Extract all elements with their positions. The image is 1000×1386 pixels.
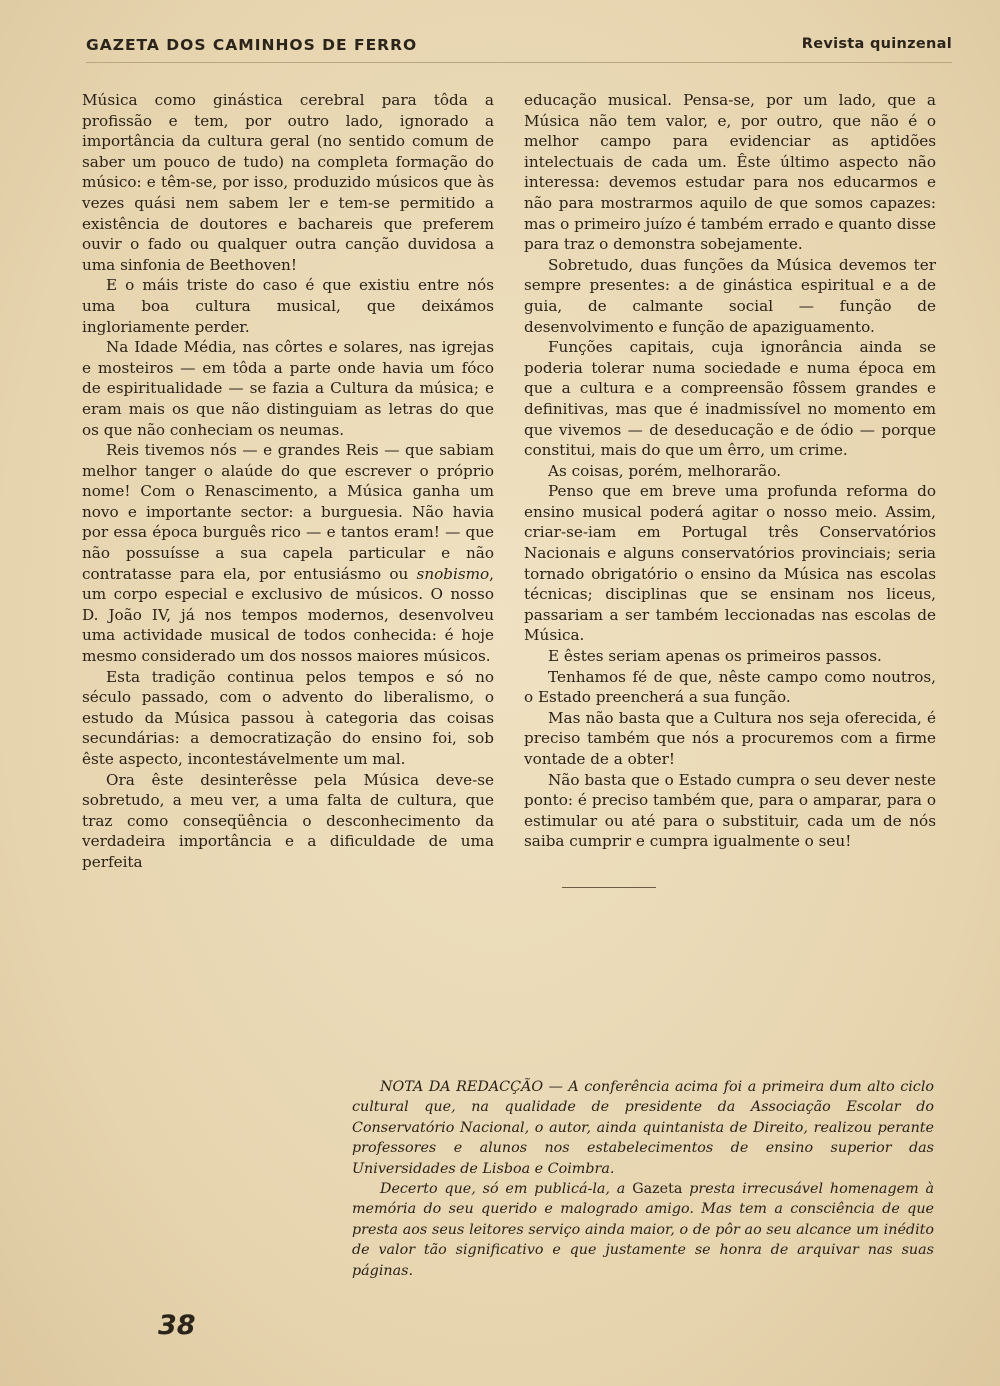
paragraph: Tenhamos fé de que, nêste campo como noutros, o Estado preencherá a sua função. [524,667,936,707]
paragraph: Funções capitais, cuja ignorância ainda se poderia tolerar numa sociedade e numa época em que a cultura e a compreensão fôssem grandes e definitivas, mas que é inadmissível no momento em que vivemos — de deseducação e de ódio — porque constitui, mais do que um êrro, um crime. [524,338,936,460]
italic-term: snobismo [416,564,490,583]
note-text: presta irrecusável homenagem à memória do seu querido e malogrado amigo. Mas tem a consciência de que presta aos seus leitores serviço ainda maior, o de pôr ao seu alcance um inédito de valor tão significativo e que justamente se honra de arquivar nas suas páginas. [352,1181,934,1279]
header-divider [86,62,952,63]
section-label: Revista quinzenal [801,36,952,52]
note-paragraph [352,1179,934,1281]
paragraph: As coisas, porém, melhorarão. [548,461,782,480]
page-header [86,36,952,60]
paragraph: educação musical. Pensa-se, por um lado, que a Música não tem valor, e, por outro, que não é o melhor campo para evidenciar as aptidões intelectuais de cada um. Êste último aspecto não interessa: devemos estudar para nos educarmos e não para mostrarmos aquilo de que somos capazes: mas o primeiro juízo é também errado e quanto disse para traz o demonstra sobejamente. [524,91,936,254]
paragraph: E êstes seriam apenas os primeiros passos. [548,647,882,666]
right-column [524,90,936,852]
editorial-note [352,1077,934,1281]
paragraph: Música como ginástica cerebral para tôda a profissão e tem, por outro lado, ignorado a importância da cultura geral (no sentido comum de saber um pouco de tudo) na completa formação do músico: e têm-se, por isso, produzido músicos que às vezes quási nem sabem ler e tem-se permitido a existência de doutores e bachareis que preferem ouvir o fado ou qualquer outra canção duvidosa a uma sinfonia de Beethoven! [82,91,494,274]
paragraph: Mas não basta que a Cultura nos seja oferecida, é preciso também que nós a procuremos com a firme vontade de a obter! [524,708,936,768]
paragraph: E o máis triste do caso é que existiu entre nós uma boa cultura musical, que deixámos ingloriamente perder. [82,276,494,336]
page-number: 38 [158,1310,196,1341]
paragraph-text: , um corpo especial e exclusivo de músicos. O nosso D. João IV, já nos tempos modernos, desenvolveu uma actividade musical de todos conhecida: é hoje mesmo considerado um dos nossos maiores músicos. [82,564,494,666]
paragraph: Sobretudo, duas funções da Música devemos ter sempre presentes: a de ginástica espiritual e a de guia, de calmante social — função de desenvolvimento e função de apaziguamento. [524,255,936,336]
left-column [82,90,494,873]
section-divider [562,887,656,888]
note-paragraph: NOTA DA REDACÇÃO — A conferência acima foi a primeira dum alto ciclo cultural que, na qualidade de presidente da Associação Escolar do Conservatório Nacional, o autor, ainda quintanista de Direito, realizou perante professores e alunos nos estabelecimentos de ensino superior das Universidades de Lisboa e Coimbra. [352,1079,934,1177]
note-text: Decerto que, só em publicá-la, a [380,1181,633,1198]
paragraph: Penso que em breve uma profunda reforma do ensino musical poderá agitar o nosso meio. Assim, criar-se-iam em Portugal três Conservatórios Nacionais e alguns conservatórios provinciais; seria tornado obrigatório o ensino da Música nas escolas técnicas; disciplinas que se ensinam nos liceus, passariam a ser também leccionadas nas escolas de Música. [524,482,936,645]
paragraph [82,440,494,667]
paragraph: Não basta que o Estado cumpra o seu dever neste ponto: é preciso também que, para o amparar, para o estimular ou até para o substituir, cada um de nós saiba cumprir e cumpra igualmente o seu! [524,770,936,851]
paragraph: Esta tradição continua pelos tempos e só no século passado, com o advento do liberalismo, o estudo da Música passou à categoria das coisas secundárias: a democratização do ensino foi, sob êste aspecto, incontestávelmente um mal. [82,667,494,768]
paragraph: Ora êste desinterêsse pela Música deve-se sobretudo, a meu ver, a uma falta de cultura, que traz como conseqüência o desconhecimento da verdadeira importância e a dificuldade de uma perfeita [82,770,494,871]
journal-title: GAZETA DOS CAMINHOS DE FERRO [86,36,418,54]
paragraph: Na Idade Média, nas côrtes e solares, nas igrejas e mosteiros — em tôda a parte onde havia um fóco de espiritualidade — se fazia a Cultura da música; e eram mais os que não distinguiam as letras do que os que não conheciam os neumas. [82,338,494,439]
paragraph-text: Reis tivemos nós — e grandes Reis — que sabiam melhor tanger o alaúde do que escrever o próprio nome! Com o Renascimento, a Música ganha um novo e importante sector: a burguesia. Não havia por essa época burguês rico — e tantos eram! — que não possuísse a sua capela particular e não contratasse para ela, por entusiásmo ou [82,441,494,583]
journal-name: Gazeta [632,1181,683,1198]
